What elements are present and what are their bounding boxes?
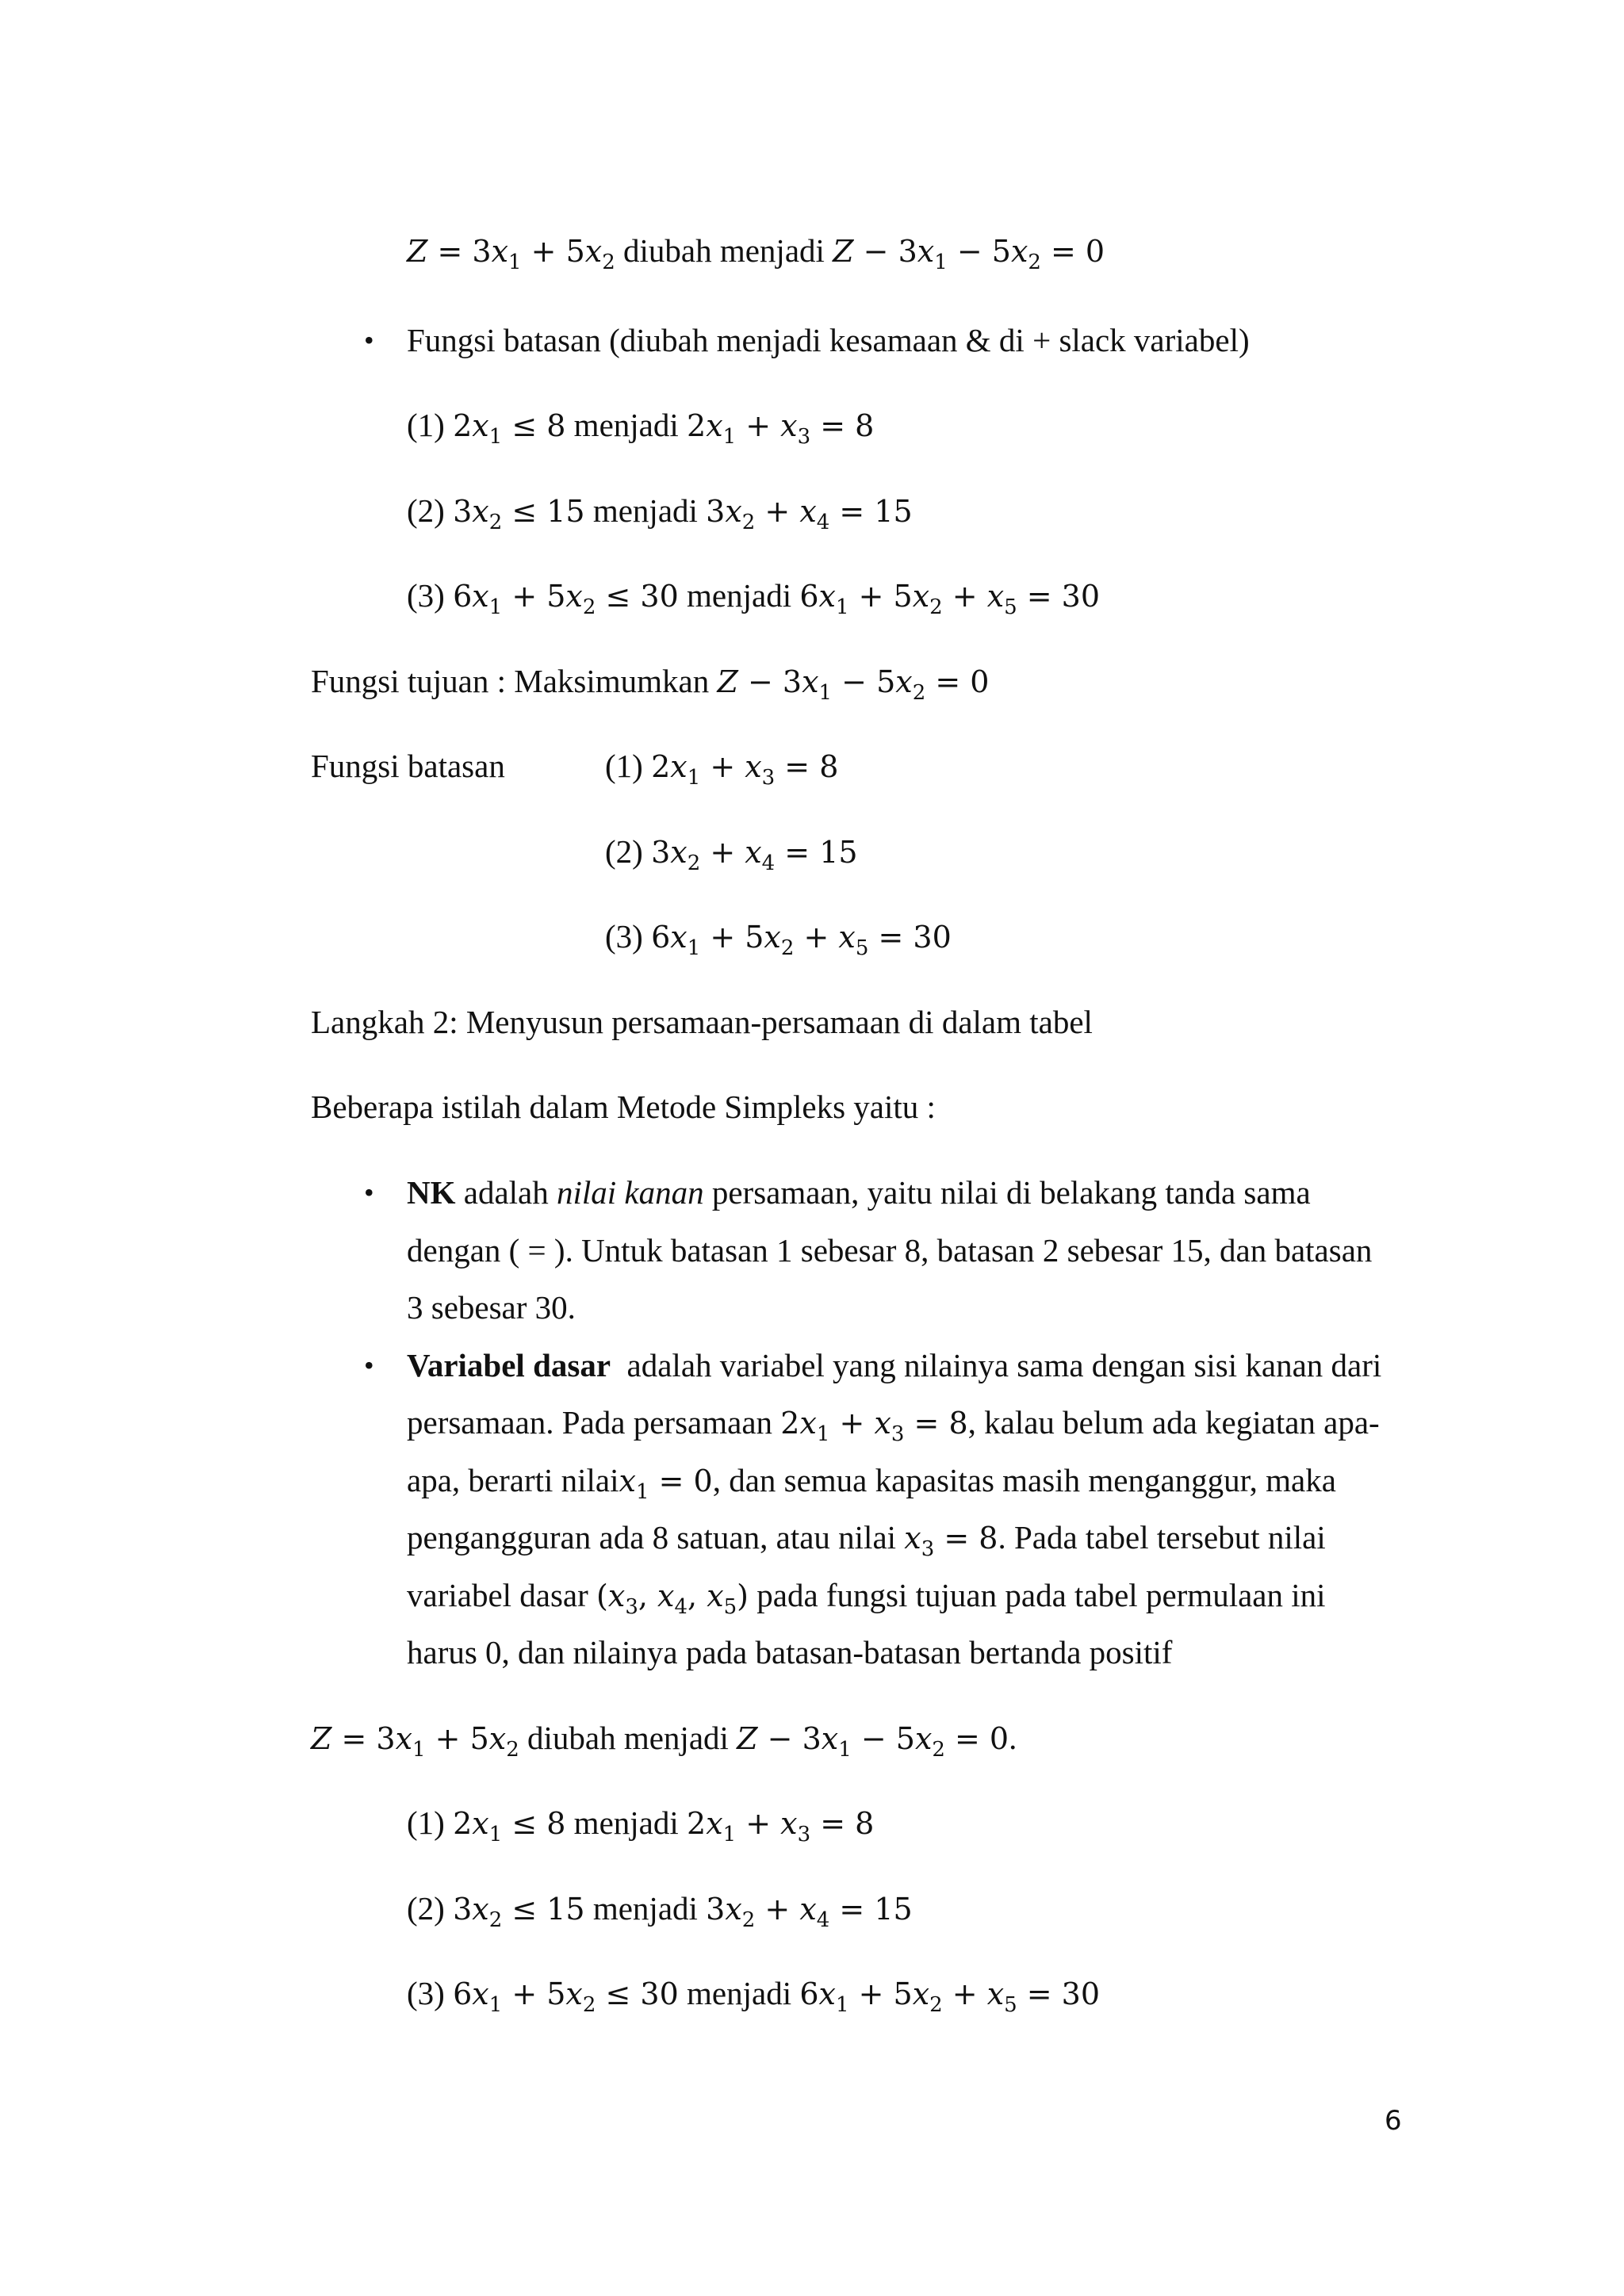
page-number: 6 (1385, 2105, 1402, 2137)
math-x: x (818, 1976, 836, 2011)
math-x: x (707, 1578, 724, 1613)
math-x: x (914, 1721, 933, 1756)
math-eq: = (944, 1721, 990, 1756)
math-x: x (912, 579, 930, 614)
math-x: x (472, 1976, 489, 2011)
math-z: Z (717, 664, 738, 699)
constraint-label: (2) (407, 492, 445, 529)
math-comma: , (688, 1578, 707, 1613)
math-coef: 5 (991, 234, 1011, 269)
constraint-label: (3) (407, 1975, 445, 2011)
bullet-icon: • (364, 1349, 374, 1381)
math-minus: − (737, 664, 783, 699)
math-x: x (491, 234, 509, 269)
math-num: 15 (546, 1892, 585, 1927)
langkah-2-heading: Langkah 2: Menyusun persamaan-persamaan di dalam tabel (311, 1004, 1093, 1040)
math-plus: + (736, 408, 781, 443)
math-sub: 5 (1004, 595, 1017, 619)
math-sub: 3 (761, 766, 776, 790)
math-sub: 4 (816, 511, 830, 534)
math-eq: = (1017, 579, 1062, 614)
math-eq: = (934, 1521, 979, 1556)
vd-line-6: harus 0, dan nilainya pada batasan-batasan bertanda positif (407, 1634, 1173, 1670)
math-num: 30 (1061, 579, 1101, 614)
math-plus: + (502, 1976, 547, 2011)
constraint-label: (3) (407, 577, 445, 614)
bullet-icon: • (364, 324, 374, 356)
math-coef: 3 (376, 1721, 396, 1756)
math-plus: + (794, 920, 839, 955)
constraint-label: (1) (407, 407, 445, 443)
math-comma: , (638, 1578, 658, 1613)
text-menjadi: menjadi (592, 492, 698, 529)
math-coef: 5 (895, 1721, 915, 1756)
math-coef: 2 (687, 1806, 707, 1841)
math-num: 30 (640, 579, 679, 614)
math-plus: + (755, 1892, 800, 1927)
math-coef: 2 (453, 408, 473, 443)
math-le: ≤ (596, 1976, 641, 2011)
math-sub: 1 (816, 1422, 830, 1446)
math-x: x (472, 1892, 489, 1927)
text: adalah (455, 1174, 557, 1211)
math-num: 30 (1061, 1976, 1101, 2011)
math-x: x (472, 579, 489, 614)
math-num: 8 (979, 1521, 998, 1556)
math-num: 15 (546, 494, 585, 529)
math-x: x (472, 1806, 489, 1841)
math-num: 8 (948, 1406, 968, 1441)
math-sub: 5 (723, 1595, 737, 1619)
math-sub: 1 (818, 681, 833, 705)
math-plus: + (700, 920, 745, 955)
math-x: x (670, 749, 688, 784)
text-diubah-menjadi: diubah menjadi (623, 232, 825, 269)
text-diubah-menjadi: diubah menjadi (527, 1720, 729, 1756)
math-coef: 3 (472, 234, 492, 269)
constraint-2-line (407, 490, 913, 532)
math-sub: 1 (722, 425, 737, 449)
constraint-2-line-repeat (407, 1888, 913, 1930)
math-x: x (725, 494, 742, 529)
objective-transform-line-2 (311, 1717, 1017, 1762)
math-sub: 4 (674, 1595, 688, 1619)
text: persamaan, yaitu nilai di belakang tanda sama (703, 1174, 1311, 1211)
objective-function-line (311, 660, 990, 705)
math-sub: 2 (912, 681, 926, 705)
math-sub: 2 (582, 595, 596, 619)
math-eq: = (904, 1406, 949, 1441)
math-sub: 1 (835, 595, 849, 619)
beberapa-istilah-text: Beberapa istilah dalam Metode Simpleks yaitu : (311, 1089, 936, 1125)
math-sub: 1 (838, 1738, 852, 1762)
math-x: x (725, 1892, 742, 1927)
math-plus: + (942, 579, 987, 614)
text-fungsi-tujuan: Fungsi tujuan : Maksimumkan (311, 663, 710, 699)
math-x: x (912, 1976, 930, 2011)
math-num: 0 (970, 664, 990, 699)
math-sub: 2 (488, 1908, 503, 1932)
math-sub: 5 (1004, 1993, 1017, 2017)
math-coef: 6 (799, 1976, 819, 2011)
math-paren: ) (737, 1578, 749, 1613)
math-coef: 3 (453, 494, 473, 529)
math-num: 15 (874, 1892, 913, 1927)
math-coef: 5 (469, 1721, 489, 1756)
math-sub: 2 (488, 511, 503, 534)
text-menjadi: menjadi (573, 407, 679, 443)
math-x: x (395, 1721, 413, 1756)
term-nk: NK (407, 1174, 456, 1211)
math-minus: − (757, 1721, 802, 1756)
math-x: x (565, 1976, 583, 2011)
math-sub: 1 (508, 251, 522, 274)
math-x: x (565, 579, 583, 614)
math-coef: 2 (780, 1406, 800, 1441)
vd-line-1 (407, 1345, 1381, 1386)
constraint-3-line (407, 575, 1100, 617)
math-sub: 2 (602, 251, 615, 274)
math-x: x (584, 234, 603, 269)
math-sub: 2 (741, 511, 756, 534)
math-sub: 2 (1028, 251, 1041, 274)
vd-line-5 (407, 1575, 1326, 1617)
math-sub: 1 (488, 1823, 503, 1846)
math-coef: 6 (799, 579, 819, 614)
math-x: x (619, 1464, 636, 1498)
vd-line-3 (407, 1460, 1336, 1502)
math-x: x (838, 920, 856, 955)
math-eq: = (1017, 1976, 1062, 2011)
batasan-3-line (605, 916, 952, 958)
vd-line-4 (407, 1517, 1326, 1559)
text: persamaan. Pada persamaan (407, 1404, 781, 1441)
constraint-label: (1) (407, 1804, 445, 1841)
math-sub: 1 (835, 1993, 849, 2017)
nk-line-1 (407, 1172, 1311, 1213)
math-eq: = (1040, 234, 1086, 269)
math-x: x (670, 920, 688, 955)
batasan-1-line (605, 745, 839, 790)
math-coef: 5 (565, 234, 585, 269)
math-x: x (488, 1721, 507, 1756)
math-x: x (706, 1806, 723, 1841)
math-plus: + (521, 234, 566, 269)
math-x: x (745, 835, 762, 870)
math-coef: 3 (782, 664, 802, 699)
text: pengangguran ada 8 satuan, atau nilai (407, 1519, 905, 1556)
math-eq: = (775, 835, 820, 870)
text: adalah variabel yang nilainya sama dengan sisi kanan dari (611, 1347, 1382, 1383)
math-sub: 2 (929, 595, 943, 619)
nk-line-3: 3 sebesar 30. (407, 1289, 576, 1326)
math-le: ≤ (502, 408, 547, 443)
math-sub: 3 (921, 1537, 935, 1561)
text: apa, berarti nilai (407, 1462, 619, 1498)
term-nilai-kanan: nilai kanan (556, 1174, 704, 1211)
math-x: x (802, 664, 819, 699)
math-eq: = (925, 664, 971, 699)
constraint-label: (1) (605, 748, 643, 784)
math-minus: − (832, 664, 877, 699)
math-sub: 4 (761, 851, 776, 875)
math-x: x (745, 749, 762, 784)
math-z: Z (407, 234, 428, 269)
math-eq: = (868, 920, 914, 955)
math-x: x (986, 1976, 1005, 2011)
math-sub: 3 (891, 1422, 905, 1446)
math-x: x (670, 835, 688, 870)
math-num: 8 (819, 749, 839, 784)
nk-line-2: dengan ( = ). Untuk batasan 1 sebesar 8, batasan 2 sebesar 15, dan batasan (407, 1232, 1373, 1269)
math-coef: 3 (651, 835, 671, 870)
math-sub: 3 (625, 1595, 638, 1619)
math-x: x (607, 1578, 626, 1613)
math-plus: + (736, 1806, 781, 1841)
math-num: 0 (989, 1721, 1009, 1756)
math-sub: 2 (932, 1738, 945, 1762)
math-sub: 1 (412, 1738, 426, 1762)
math-coef: 3 (706, 1892, 726, 1927)
math-sub: 2 (929, 1993, 943, 2017)
math-sub: 3 (797, 425, 811, 449)
math-num: 8 (546, 408, 566, 443)
math-coef: 3 (706, 494, 726, 529)
math-num: 30 (640, 1976, 679, 2011)
math-sub: 1 (687, 766, 701, 790)
math-x: x (821, 1721, 839, 1756)
math-coef: 2 (687, 408, 707, 443)
math-num: 15 (819, 835, 858, 870)
math-coef: 5 (893, 1976, 913, 2011)
math-plus: + (425, 1721, 470, 1756)
math-num: 15 (874, 494, 913, 529)
math-x: x (780, 408, 798, 443)
math-x: x (1010, 234, 1028, 269)
bullet-icon: • (364, 1177, 374, 1208)
math-num: 0 (1085, 234, 1105, 269)
math-plus: + (848, 579, 894, 614)
vd-line-2 (407, 1402, 1380, 1444)
math-x: x (799, 1892, 817, 1927)
math-x: x (895, 664, 913, 699)
bullet-fungsi-batasan: Fungsi batasan (diubah menjadi kesamaan & di + slack variabel) (407, 322, 1250, 358)
math-coef: 3 (802, 1721, 822, 1756)
constraint-3-line-repeat (407, 1973, 1100, 2015)
math-sub: 2 (582, 1993, 596, 2017)
math-coef: 5 (876, 664, 896, 699)
text: , kalau belum ada kegiatan apa- (967, 1404, 1380, 1441)
math-paren: ( (596, 1578, 608, 1613)
math-sub: 2 (780, 936, 795, 960)
math-x: x (472, 494, 489, 529)
math-plus: + (942, 1976, 987, 2011)
math-sub: 1 (722, 1823, 737, 1846)
math-coef: 3 (898, 234, 917, 269)
text-menjadi: menjadi (687, 577, 792, 614)
fungsi-batasan-label: Fungsi batasan (311, 748, 505, 784)
constraint-1-line (407, 404, 875, 449)
constraint-label: (2) (605, 833, 643, 870)
math-le: ≤ (502, 1892, 547, 1927)
math-x: x (986, 579, 1005, 614)
math-num: 8 (855, 408, 875, 443)
math-minus: − (851, 1721, 896, 1756)
math-eq: = (649, 1464, 694, 1498)
math-sub: 1 (934, 251, 948, 274)
math-z: Z (737, 1721, 758, 1756)
constraint-label: (3) (605, 918, 643, 955)
math-z: Z (311, 1721, 332, 1756)
math-minus: − (853, 234, 898, 269)
math-plus: + (502, 579, 547, 614)
math-coef: 6 (651, 920, 671, 955)
math-plus: + (829, 1406, 875, 1441)
math-eq: = (775, 749, 820, 784)
math-eq: = (829, 494, 875, 529)
text-period: . (1009, 1720, 1017, 1756)
math-minus: − (947, 234, 992, 269)
text: variabel dasar (407, 1577, 597, 1613)
math-x: x (657, 1578, 675, 1613)
math-coef: 2 (453, 1806, 473, 1841)
text-menjadi: menjadi (687, 1975, 792, 2011)
math-coef: 5 (546, 579, 566, 614)
text: pada fungsi tujuan pada tabel permulaan ini (749, 1577, 1326, 1613)
objective-transform-line (407, 230, 1105, 272)
math-plus: + (700, 835, 745, 870)
math-eq: = (829, 1892, 875, 1927)
math-coef: 6 (453, 1976, 473, 2011)
math-sub: 2 (506, 1738, 519, 1762)
text-menjadi: menjadi (592, 1890, 698, 1927)
math-coef: 2 (651, 749, 671, 784)
math-plus: + (848, 1976, 894, 2011)
math-x: x (706, 408, 723, 443)
math-eq: = (427, 234, 473, 269)
math-x: x (472, 408, 489, 443)
math-sub: 1 (687, 936, 701, 960)
math-le: ≤ (502, 1806, 547, 1841)
math-z: Z (833, 234, 854, 269)
math-x: x (904, 1521, 921, 1556)
math-eq: = (331, 1721, 377, 1756)
math-x: x (799, 494, 817, 529)
constraint-1-line-repeat (407, 1802, 874, 1844)
term-variabel-dasar: Variabel dasar (407, 1347, 611, 1383)
math-sub: 2 (687, 851, 701, 875)
math-coef: 5 (893, 579, 913, 614)
text-menjadi: menjadi (573, 1804, 679, 1841)
text: . Pada tabel tersebut nilai (998, 1519, 1326, 1556)
math-coef: 5 (546, 1976, 566, 2011)
math-plus: + (755, 494, 800, 529)
math-coef: 5 (745, 920, 764, 955)
math-num: 0 (693, 1464, 713, 1498)
math-sub: 4 (816, 1908, 830, 1932)
math-plus: + (700, 749, 745, 784)
math-sub: 1 (488, 425, 503, 449)
math-coef: 6 (453, 579, 473, 614)
math-le: ≤ (502, 494, 547, 529)
math-x: x (874, 1406, 891, 1441)
math-x: x (780, 1806, 798, 1841)
math-coef: 3 (453, 1892, 473, 1927)
math-le: ≤ (596, 579, 641, 614)
math-sub: 1 (635, 1480, 649, 1504)
math-x: x (764, 920, 781, 955)
math-sub: 5 (855, 936, 869, 960)
math-x: x (818, 579, 836, 614)
text: , dan semua kapasitas masih menganggur, maka (712, 1462, 1336, 1498)
math-eq: = (810, 1806, 856, 1841)
math-eq: = (810, 408, 856, 443)
math-x: x (799, 1406, 817, 1441)
math-sub: 1 (488, 1993, 503, 2017)
math-num: 30 (913, 920, 952, 955)
math-sub: 3 (797, 1823, 811, 1846)
constraint-label: (2) (407, 1890, 445, 1927)
math-sub: 1 (488, 595, 503, 619)
math-num: 8 (546, 1806, 566, 1841)
math-sub: 2 (741, 1908, 756, 1932)
batasan-2-line (605, 831, 858, 873)
math-x: x (917, 234, 935, 269)
math-num: 8 (855, 1806, 875, 1841)
